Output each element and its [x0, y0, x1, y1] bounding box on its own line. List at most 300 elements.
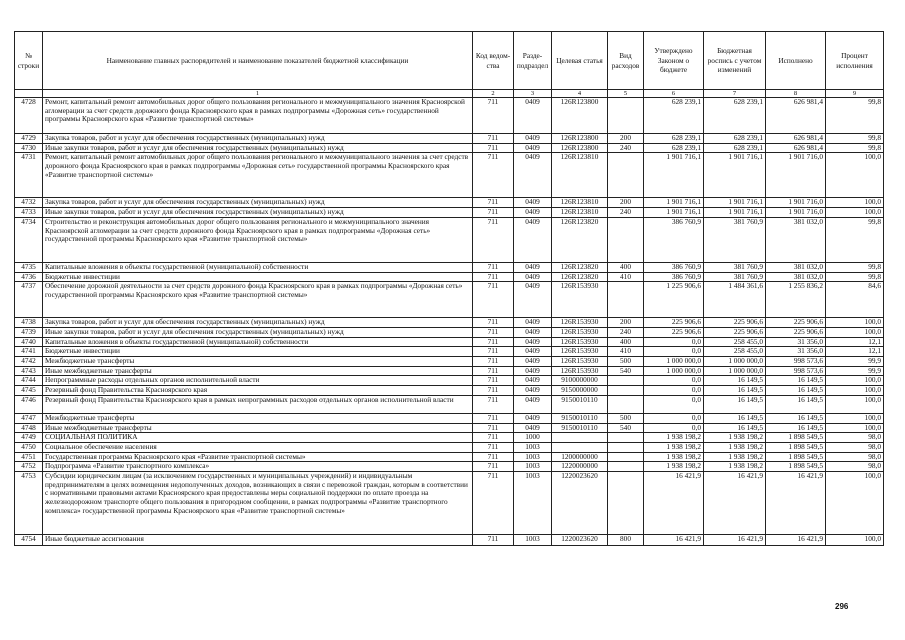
row-percent: 99,9	[826, 366, 884, 376]
row-expense-type	[608, 153, 644, 198]
row-name: Субсидии юридическим лицам (за исключением государственных и муниципальных учреждений) и индивидуальным предпринимателям в целях возмещения недополученных доходов, возникающих в связи с перевозкой граждан, которым в соответствии с нормативными правовыми актами Красноярского края предоставлены меры социальной поддержки по оплате проезда на железнодорожном транспорте общего пользования в пригородном сообщении, в рамках подпрограммы «Развитие транспортного комплекса» государственной программы Красноярского края «Развитие транспортной системы»	[43, 472, 473, 535]
row-number: 4729	[15, 134, 43, 144]
row-schedule: 381 760,9	[704, 262, 766, 272]
row-approved: 1 938 198,2	[644, 442, 704, 452]
col-header-schedule: Бюджетная роспись с учетом изменений	[704, 32, 766, 90]
table-row	[15, 376, 884, 386]
col-header-section: Разде-подраздел	[514, 32, 552, 90]
row-percent: 98,0	[826, 462, 884, 472]
table-row	[15, 327, 884, 337]
row-dept-code: 711	[473, 327, 514, 337]
row-target: 126R153930	[552, 337, 608, 347]
row-expense-type: 410	[608, 347, 644, 357]
row-target: 9150010110	[552, 413, 608, 423]
column-number-blank	[15, 90, 43, 98]
row-section: 1003	[514, 472, 552, 535]
table-row	[15, 535, 884, 546]
row-number: 4738	[15, 318, 43, 328]
column-number: 9	[826, 90, 884, 98]
row-approved: 0,0	[644, 413, 704, 423]
table-row	[15, 472, 884, 535]
row-target: 126R153930	[552, 347, 608, 357]
row-target	[552, 433, 608, 443]
row-approved: 628 239,1	[644, 143, 704, 153]
row-name: Иные бюджетные ассигнования	[43, 535, 473, 546]
row-section: 0409	[514, 208, 552, 218]
row-executed: 1 898 549,5	[766, 433, 826, 443]
table-row	[15, 198, 884, 208]
row-executed: 381 032,0	[766, 217, 826, 262]
table-row	[15, 347, 884, 357]
table-row	[15, 208, 884, 218]
row-name: Ремонт, капитальный ремонт автомобильных дорог общего пользования регионального и межмуниципального значения Красноярской агломерации за счет средств дорожного фонда Красноярского края в рамках подпрограммы «Дорожная сеть» государственной программы Красноярского края «Развитие транспортной системы»	[43, 98, 473, 134]
row-percent: 99,8	[826, 262, 884, 272]
table-row	[15, 272, 884, 282]
row-schedule: 1 938 198,2	[704, 462, 766, 472]
row-number: 4741	[15, 347, 43, 357]
row-dept-code: 711	[473, 452, 514, 462]
row-number: 4732	[15, 198, 43, 208]
row-executed: 16 149,5	[766, 413, 826, 423]
col-header-target: Целевая статья	[552, 32, 608, 90]
row-approved: 1 901 716,1	[644, 198, 704, 208]
row-executed: 31 356,0	[766, 347, 826, 357]
row-name: Подпрограмма «Развитие транспортного комплекса»	[43, 462, 473, 472]
row-target: 126R123820	[552, 262, 608, 272]
row-schedule: 1 484 361,6	[704, 282, 766, 318]
row-name: Обеспечение дорожной деятельности за счет средств дорожного фонда Красноярского края в рамках подпрограммы «Дорожная сеть» государственной программы Красноярского края «Развитие транспортной системы»	[43, 282, 473, 318]
col-header-dept-code: Код ведом-ства	[473, 32, 514, 90]
row-target: 126R123810	[552, 153, 608, 198]
row-percent: 100,0	[826, 198, 884, 208]
row-section: 0409	[514, 98, 552, 134]
row-number: 4751	[15, 452, 43, 462]
row-percent: 84,6	[826, 282, 884, 318]
table-row	[15, 462, 884, 472]
table-row	[15, 217, 884, 262]
row-dept-code: 711	[473, 366, 514, 376]
row-expense-type: 240	[608, 143, 644, 153]
col-header-name: Наименование главных распорядителей и наименование показателей бюджетной классификации	[43, 32, 473, 90]
row-number: 4748	[15, 423, 43, 433]
row-section: 0409	[514, 423, 552, 433]
row-name: Ремонт, капитальный ремонт автомобильных дорог общего пользования регионального и межмуниципального значения за счет средств дорожного фонда Красноярского края в рамках подпрограммы «Дорожная сеть» государственной программы Красноярского края «Развитие транспортной системы»	[43, 153, 473, 198]
column-number: 4	[552, 90, 608, 98]
row-expense-type	[608, 98, 644, 134]
row-target: 9150010110	[552, 395, 608, 413]
row-schedule: 16 421,9	[704, 472, 766, 535]
row-section: 1000	[514, 433, 552, 443]
row-expense-type	[608, 452, 644, 462]
row-percent: 100,0	[826, 472, 884, 535]
row-expense-type: 200	[608, 318, 644, 328]
row-name: Бюджетные инвестиции	[43, 347, 473, 357]
row-name: Резервный фонд Правительства Красноярского края	[43, 386, 473, 396]
row-name: Государственная программа Красноярского края «Развитие транспортной системы»	[43, 452, 473, 462]
row-target: 126R153930	[552, 282, 608, 318]
table-body	[15, 98, 884, 546]
row-schedule: 1 901 716,1	[704, 153, 766, 198]
budget-table	[14, 31, 884, 546]
row-expense-type	[608, 395, 644, 413]
col-header-num: № строки	[15, 32, 43, 90]
row-executed: 1 901 716,0	[766, 153, 826, 198]
row-section: 0409	[514, 347, 552, 357]
row-target: 126R153930	[552, 318, 608, 328]
row-expense-type: 240	[608, 327, 644, 337]
row-percent: 99,8	[826, 98, 884, 134]
row-section: 0409	[514, 282, 552, 318]
row-dept-code: 711	[473, 98, 514, 134]
row-dept-code: 711	[473, 262, 514, 272]
row-number: 4754	[15, 535, 43, 546]
row-approved: 1 938 198,2	[644, 433, 704, 443]
row-schedule: 1 000 000,0	[704, 357, 766, 367]
row-percent: 100,0	[826, 208, 884, 218]
row-expense-type: 540	[608, 423, 644, 433]
row-executed: 1 255 836,2	[766, 282, 826, 318]
column-number: 5	[608, 90, 644, 98]
row-number: 4740	[15, 337, 43, 347]
row-dept-code: 711	[473, 433, 514, 443]
row-section: 0409	[514, 357, 552, 367]
row-executed: 998 573,6	[766, 357, 826, 367]
row-section: 0409	[514, 413, 552, 423]
row-name: Строительство и реконструкция автомобильных дорог общего пользования регионального и межмуниципального значения Красноярской агломерации за счет средств дорожного фонда Красноярского края в рамках подпрограммы «Дорожная сеть» государственной программы Красноярского края «Развитие транспортной системы»	[43, 217, 473, 262]
row-executed: 16 149,5	[766, 386, 826, 396]
row-schedule: 1 938 198,2	[704, 452, 766, 462]
row-name: Иные межбюджетные трансферты	[43, 423, 473, 433]
row-target: 9150000000	[552, 386, 608, 396]
col-header-executed: Исполнено	[766, 32, 826, 90]
row-expense-type	[608, 433, 644, 443]
row-approved: 1 901 716,1	[644, 153, 704, 198]
row-target: 1200000000	[552, 452, 608, 462]
row-approved: 386 760,9	[644, 272, 704, 282]
row-target: 126R123820	[552, 217, 608, 262]
row-name: Непрограммные расходы отдельных органов исполнительной власти	[43, 376, 473, 386]
row-approved: 628 239,1	[644, 134, 704, 144]
table-row	[15, 318, 884, 328]
row-expense-type: 410	[608, 272, 644, 282]
row-name: Капитальные вложения в объекты государственной (муниципальной) собственности	[43, 337, 473, 347]
row-number: 4736	[15, 272, 43, 282]
row-executed: 31 356,0	[766, 337, 826, 347]
row-approved: 1 000 000,0	[644, 357, 704, 367]
row-target: 126R153930	[552, 327, 608, 337]
row-dept-code: 711	[473, 282, 514, 318]
row-target: 126R123800	[552, 143, 608, 153]
row-name: Иные закупки товаров, работ и услуг для обеспечения государственных (муниципальных) нужд	[43, 208, 473, 218]
row-executed: 381 032,0	[766, 272, 826, 282]
row-executed: 16 421,9	[766, 535, 826, 546]
row-number: 4730	[15, 143, 43, 153]
row-name: Межбюджетные трансферты	[43, 357, 473, 367]
row-section: 0409	[514, 134, 552, 144]
row-target: 1220000000	[552, 462, 608, 472]
row-number: 4745	[15, 386, 43, 396]
table-row	[15, 357, 884, 367]
row-executed: 225 906,6	[766, 318, 826, 328]
row-schedule: 1 938 198,2	[704, 433, 766, 443]
row-target: 126R123810	[552, 208, 608, 218]
row-executed: 1 901 716,0	[766, 208, 826, 218]
row-section: 0409	[514, 376, 552, 386]
table-row	[15, 386, 884, 396]
row-schedule: 225 906,6	[704, 318, 766, 328]
row-percent: 12,1	[826, 337, 884, 347]
row-expense-type	[608, 442, 644, 452]
row-name: Закупка товаров, работ и услуг для обеспечения государственных (муниципальных) нужд	[43, 198, 473, 208]
row-dept-code: 711	[473, 413, 514, 423]
row-expense-type	[608, 386, 644, 396]
row-dept-code: 711	[473, 217, 514, 262]
table-row	[15, 433, 884, 443]
row-name: Социальное обеспечение населения	[43, 442, 473, 452]
row-dept-code: 711	[473, 198, 514, 208]
row-approved: 16 421,9	[644, 535, 704, 546]
row-dept-code: 711	[473, 134, 514, 144]
row-approved: 0,0	[644, 386, 704, 396]
row-name: Закупка товаров, работ и услуг для обеспечения государственных (муниципальных) нужд	[43, 134, 473, 144]
row-name: Иные закупки товаров, работ и услуг для обеспечения государственных (муниципальных) нужд	[43, 327, 473, 337]
row-executed: 16 149,5	[766, 423, 826, 433]
row-dept-code: 711	[473, 442, 514, 452]
table-row	[15, 413, 884, 423]
row-schedule: 16 421,9	[704, 535, 766, 546]
row-approved: 0,0	[644, 376, 704, 386]
row-expense-type: 400	[608, 337, 644, 347]
row-percent: 100,0	[826, 318, 884, 328]
row-schedule: 381 760,9	[704, 217, 766, 262]
table-row	[15, 134, 884, 144]
row-dept-code: 711	[473, 143, 514, 153]
row-expense-type: 540	[608, 366, 644, 376]
row-percent: 100,0	[826, 376, 884, 386]
row-expense-type: 200	[608, 134, 644, 144]
row-schedule: 628 239,1	[704, 98, 766, 134]
row-percent: 100,0	[826, 535, 884, 546]
row-expense-type: 240	[608, 208, 644, 218]
row-dept-code: 711	[473, 318, 514, 328]
col-header-approved: Утверждено Законом о бюджете	[644, 32, 704, 90]
row-section: 0409	[514, 337, 552, 347]
row-section: 0409	[514, 327, 552, 337]
row-target: 1220023620	[552, 472, 608, 535]
row-target: 9150010110	[552, 423, 608, 433]
row-executed: 225 906,6	[766, 327, 826, 337]
row-executed: 998 573,6	[766, 366, 826, 376]
row-number: 4731	[15, 153, 43, 198]
row-approved: 628 239,1	[644, 98, 704, 134]
row-approved: 0,0	[644, 423, 704, 433]
table-row	[15, 452, 884, 462]
row-schedule: 1 938 198,2	[704, 442, 766, 452]
row-executed: 1 898 549,5	[766, 442, 826, 452]
row-approved: 0,0	[644, 395, 704, 413]
row-section: 0409	[514, 272, 552, 282]
row-name: Капитальные вложения в объекты государственной (муниципальной) собственности	[43, 262, 473, 272]
row-target: 126R123810	[552, 198, 608, 208]
row-executed: 626 981,4	[766, 98, 826, 134]
row-approved: 1 000 000,0	[644, 366, 704, 376]
row-expense-type	[608, 282, 644, 318]
row-number: 4744	[15, 376, 43, 386]
row-dept-code: 711	[473, 472, 514, 535]
row-dept-code: 711	[473, 376, 514, 386]
row-number: 4737	[15, 282, 43, 318]
row-schedule: 16 149,5	[704, 395, 766, 413]
row-name: Межбюджетные трансферты	[43, 413, 473, 423]
row-number: 4739	[15, 327, 43, 337]
row-expense-type: 500	[608, 413, 644, 423]
row-schedule: 16 149,5	[704, 423, 766, 433]
row-name: Иные межбюджетные трансферты	[43, 366, 473, 376]
table-row	[15, 395, 884, 413]
table-row	[15, 98, 884, 134]
column-number: 1	[43, 90, 473, 98]
row-number: 4742	[15, 357, 43, 367]
row-dept-code: 711	[473, 395, 514, 413]
column-number: 7	[704, 90, 766, 98]
row-executed: 16 149,5	[766, 395, 826, 413]
column-number: 6	[644, 90, 704, 98]
row-approved: 386 760,9	[644, 262, 704, 272]
row-section: 0409	[514, 217, 552, 262]
row-percent: 12,1	[826, 347, 884, 357]
row-approved: 16 421,9	[644, 472, 704, 535]
column-number: 2	[473, 90, 514, 98]
row-name: Бюджетные инвестиции	[43, 272, 473, 282]
row-dept-code: 711	[473, 386, 514, 396]
row-section: 1003	[514, 442, 552, 452]
table-row	[15, 442, 884, 452]
row-dept-code: 711	[473, 208, 514, 218]
row-number: 4734	[15, 217, 43, 262]
row-executed: 1 901 716,0	[766, 198, 826, 208]
row-dept-code: 711	[473, 347, 514, 357]
row-schedule: 1 000 000,0	[704, 366, 766, 376]
row-target: 126R123800	[552, 98, 608, 134]
row-number: 4743	[15, 366, 43, 376]
page-number: 296	[835, 602, 849, 611]
row-section: 0409	[514, 395, 552, 413]
row-number: 4733	[15, 208, 43, 218]
row-approved: 1 938 198,2	[644, 462, 704, 472]
row-target: 126R153930	[552, 357, 608, 367]
row-percent: 98,0	[826, 433, 884, 443]
row-expense-type	[608, 217, 644, 262]
row-target: 126R153930	[552, 366, 608, 376]
row-percent: 99,8	[826, 272, 884, 282]
row-approved: 0,0	[644, 347, 704, 357]
row-percent: 100,0	[826, 327, 884, 337]
row-section: 1003	[514, 462, 552, 472]
row-percent: 99,8	[826, 143, 884, 153]
row-percent: 100,0	[826, 153, 884, 198]
table-row	[15, 143, 884, 153]
row-expense-type	[608, 376, 644, 386]
row-executed: 626 981,4	[766, 143, 826, 153]
row-percent: 99,8	[826, 217, 884, 262]
row-name: Иные закупки товаров, работ и услуг для обеспечения государственных (муниципальных) нужд	[43, 143, 473, 153]
row-name: Закупка товаров, работ и услуг для обеспечения государственных (муниципальных) нужд	[43, 318, 473, 328]
row-schedule: 225 906,6	[704, 327, 766, 337]
row-percent: 100,0	[826, 395, 884, 413]
table-row	[15, 337, 884, 347]
table-row	[15, 366, 884, 376]
row-approved: 386 760,9	[644, 217, 704, 262]
row-percent: 99,8	[826, 134, 884, 144]
row-executed: 626 981,4	[766, 134, 826, 144]
row-percent: 100,0	[826, 413, 884, 423]
row-expense-type	[608, 462, 644, 472]
row-percent: 100,0	[826, 386, 884, 396]
row-expense-type	[608, 472, 644, 535]
row-name: СОЦИАЛЬНАЯ ПОЛИТИКА	[43, 433, 473, 443]
row-approved: 1 225 906,6	[644, 282, 704, 318]
row-executed: 16 149,5	[766, 376, 826, 386]
row-dept-code: 711	[473, 357, 514, 367]
row-schedule: 1 901 716,1	[704, 208, 766, 218]
row-executed: 1 898 549,5	[766, 462, 826, 472]
row-schedule: 16 149,5	[704, 376, 766, 386]
row-target: 9100000000	[552, 376, 608, 386]
row-schedule: 258 455,0	[704, 337, 766, 347]
row-section: 0409	[514, 366, 552, 376]
row-percent: 99,9	[826, 357, 884, 367]
row-expense-type: 200	[608, 198, 644, 208]
col-header-percent: Процент исполнения	[826, 32, 884, 90]
row-dept-code: 711	[473, 462, 514, 472]
row-approved: 0,0	[644, 337, 704, 347]
column-number: 8	[766, 90, 826, 98]
table-row	[15, 153, 884, 198]
row-section: 0409	[514, 262, 552, 272]
row-percent: 100,0	[826, 423, 884, 433]
col-header-expense-type: Вид расходов	[608, 32, 644, 90]
row-approved: 1 938 198,2	[644, 452, 704, 462]
row-target: 1220023620	[552, 535, 608, 546]
row-section: 0409	[514, 153, 552, 198]
row-schedule: 628 239,1	[704, 134, 766, 144]
row-schedule: 258 455,0	[704, 347, 766, 357]
column-number-row	[15, 90, 884, 98]
row-target: 126R123800	[552, 134, 608, 144]
row-expense-type: 500	[608, 357, 644, 367]
table-row	[15, 423, 884, 433]
row-dept-code: 711	[473, 337, 514, 347]
row-number: 4747	[15, 413, 43, 423]
row-executed: 1 898 549,5	[766, 452, 826, 462]
row-section: 1003	[514, 452, 552, 462]
column-number: 3	[514, 90, 552, 98]
row-target	[552, 442, 608, 452]
row-section: 1003	[514, 535, 552, 546]
row-target: 126R123820	[552, 272, 608, 282]
row-approved: 1 901 716,1	[644, 208, 704, 218]
row-number: 4753	[15, 472, 43, 535]
row-number: 4752	[15, 462, 43, 472]
row-expense-type: 400	[608, 262, 644, 272]
row-number: 4728	[15, 98, 43, 134]
row-percent: 98,0	[826, 452, 884, 462]
row-dept-code: 711	[473, 423, 514, 433]
row-section: 0409	[514, 318, 552, 328]
row-approved: 225 906,6	[644, 327, 704, 337]
row-section: 0409	[514, 386, 552, 396]
row-executed: 381 032,0	[766, 262, 826, 272]
